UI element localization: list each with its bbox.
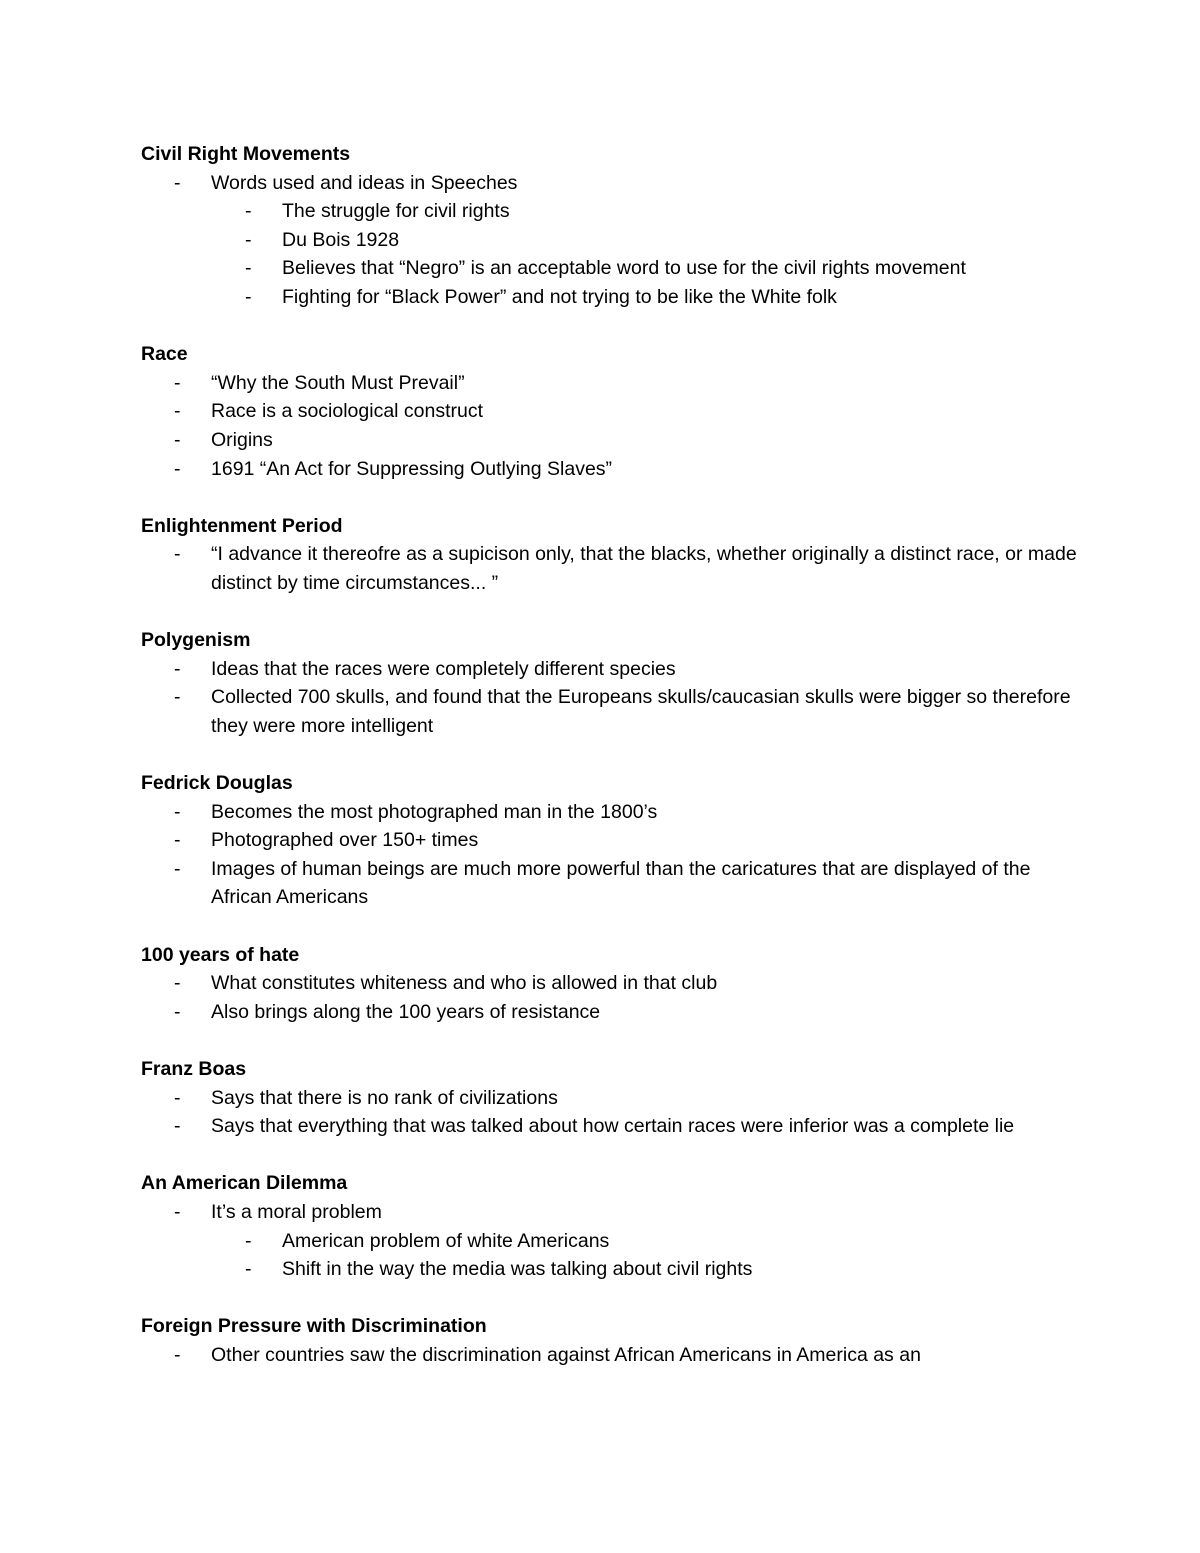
bullet-item <box>141 397 1081 426</box>
bullet-text: Collected 700 skulls, and found that the Europeans skulls/caucasian skulls were bigger so therefore they were more intelligent <box>211 686 1071 737</box>
bullet-item <box>141 254 1081 283</box>
bullet-text: Becomes the most photographed man in the 1800’s <box>211 800 658 823</box>
bullet-dash-icon: - <box>245 1258 252 1281</box>
bullet-item <box>141 1341 1081 1370</box>
bullet-dash-icon: - <box>245 228 252 251</box>
bullet-dash-icon: - <box>245 285 252 308</box>
section-heading: Foreign Pressure with Discrimination <box>141 1315 487 1338</box>
section-heading: Polygenism <box>141 629 251 652</box>
bullet-text: Also brings along the 100 years of resistance <box>211 1000 601 1023</box>
bullet-dash-icon: - <box>174 543 181 566</box>
bullet-dash-icon: - <box>174 1086 181 1109</box>
bullet-text: “Why the South Must Prevail” <box>211 371 465 394</box>
bullet-item <box>141 540 1081 597</box>
section-heading: Franz Boas <box>141 1058 247 1080</box>
bullet-item <box>141 855 1081 912</box>
bullet-text: Origins <box>211 428 273 451</box>
bullet-item <box>141 998 1081 1027</box>
bullet-text: Says that there is no rank of civilizations <box>211 1086 558 1109</box>
bullet-item <box>141 283 1081 312</box>
section-heading: Civil Right Movements <box>141 143 351 165</box>
bullet-item <box>141 1255 1081 1284</box>
bullet-text: The struggle for civil rights <box>282 200 510 223</box>
bullet-text: Says that everything that was talked about how certain races were inferior was a complete lie <box>211 1115 1015 1138</box>
bullet-dash-icon: - <box>174 1343 181 1366</box>
bullet-dash-icon: - <box>174 857 181 880</box>
note-section <box>141 769 1081 912</box>
bullet-dash-icon: - <box>174 972 181 995</box>
bullet-text: Words used and ideas in Speeches <box>211 171 518 194</box>
section-heading: Race <box>141 343 188 366</box>
bullet-text: American problem of white Americans <box>282 1229 610 1252</box>
bullet-dash-icon: - <box>174 1200 181 1223</box>
bullet-text: “I advance it thereofre as a supicison only, that the blacks, whether originally a distinct race, or made distinct by time circumstances... ” <box>211 543 1077 594</box>
bullet-item <box>141 655 1081 684</box>
bullet-item <box>141 826 1081 855</box>
section-heading: Enlightenment Period <box>141 514 343 537</box>
bullet-item <box>141 197 1081 226</box>
bullet-text: Du Bois 1928 <box>282 228 400 251</box>
section-heading: Fedrick Douglas <box>141 772 293 795</box>
bullet-text: Race is a sociological construct <box>211 400 484 423</box>
note-section <box>141 1055 1081 1141</box>
document-page <box>141 140 1081 1398</box>
note-section <box>141 941 1081 1027</box>
bullet-item <box>141 426 1081 455</box>
section-heading: 100 years of hate <box>141 943 300 966</box>
bullet-text: Shift in the way the media was talking about civil rights <box>282 1258 753 1281</box>
bullet-text: Other countries saw the discrimination against African Americans in America as an <box>211 1343 921 1366</box>
bullet-dash-icon: - <box>174 829 181 852</box>
section-heading: An American Dilemma <box>141 1172 348 1195</box>
bullet-text: Photographed over 150+ times <box>211 829 479 852</box>
bullet-dash-icon: - <box>245 1229 252 1252</box>
bullet-dash-icon: - <box>174 428 181 451</box>
bullet-dash-icon: - <box>174 657 181 680</box>
bullet-text: 1691 “An Act for Suppressing Outlying Slaves” <box>211 457 613 480</box>
bullet-item <box>141 1198 1081 1227</box>
note-section <box>141 1169 1081 1283</box>
note-section <box>141 512 1081 598</box>
note-section <box>141 340 1081 483</box>
bullet-dash-icon: - <box>174 457 181 480</box>
bullet-text: Images of human beings are much more powerful than the caricatures that are displayed of the African Americans <box>211 857 1031 909</box>
bullet-text: Believes that “Negro” is an acceptable word to use for the civil rights movement <box>282 257 966 280</box>
bullet-text: It’s a moral problem <box>211 1200 382 1223</box>
bullet-dash-icon: - <box>174 1000 181 1023</box>
bullet-item <box>141 1084 1081 1113</box>
note-section <box>141 1312 1081 1369</box>
bullet-item <box>141 1227 1081 1256</box>
bullet-dash-icon: - <box>245 257 252 280</box>
note-section <box>141 140 1081 312</box>
bullet-dash-icon: - <box>174 400 181 423</box>
bullet-item <box>141 455 1081 484</box>
bullet-item <box>141 226 1081 255</box>
bullet-dash-icon: - <box>174 1115 181 1138</box>
bullet-item <box>141 369 1081 398</box>
bullet-item <box>141 683 1081 740</box>
note-section <box>141 626 1081 740</box>
bullet-text: Ideas that the races were completely different species <box>211 657 676 680</box>
bullet-dash-icon: - <box>174 800 181 823</box>
bullet-dash-icon: - <box>174 686 181 709</box>
bullet-text: Fighting for “Black Power” and not trying to be like the White folk <box>282 285 837 308</box>
bullet-item <box>141 969 1081 998</box>
bullet-dash-icon: - <box>174 371 181 394</box>
bullet-dash-icon: - <box>174 171 181 194</box>
bullet-item <box>141 798 1081 827</box>
bullet-item <box>141 1112 1081 1141</box>
bullet-item <box>141 169 1081 198</box>
bullet-text: What constitutes whiteness and who is allowed in that club <box>211 972 718 995</box>
bullet-dash-icon: - <box>245 200 252 223</box>
